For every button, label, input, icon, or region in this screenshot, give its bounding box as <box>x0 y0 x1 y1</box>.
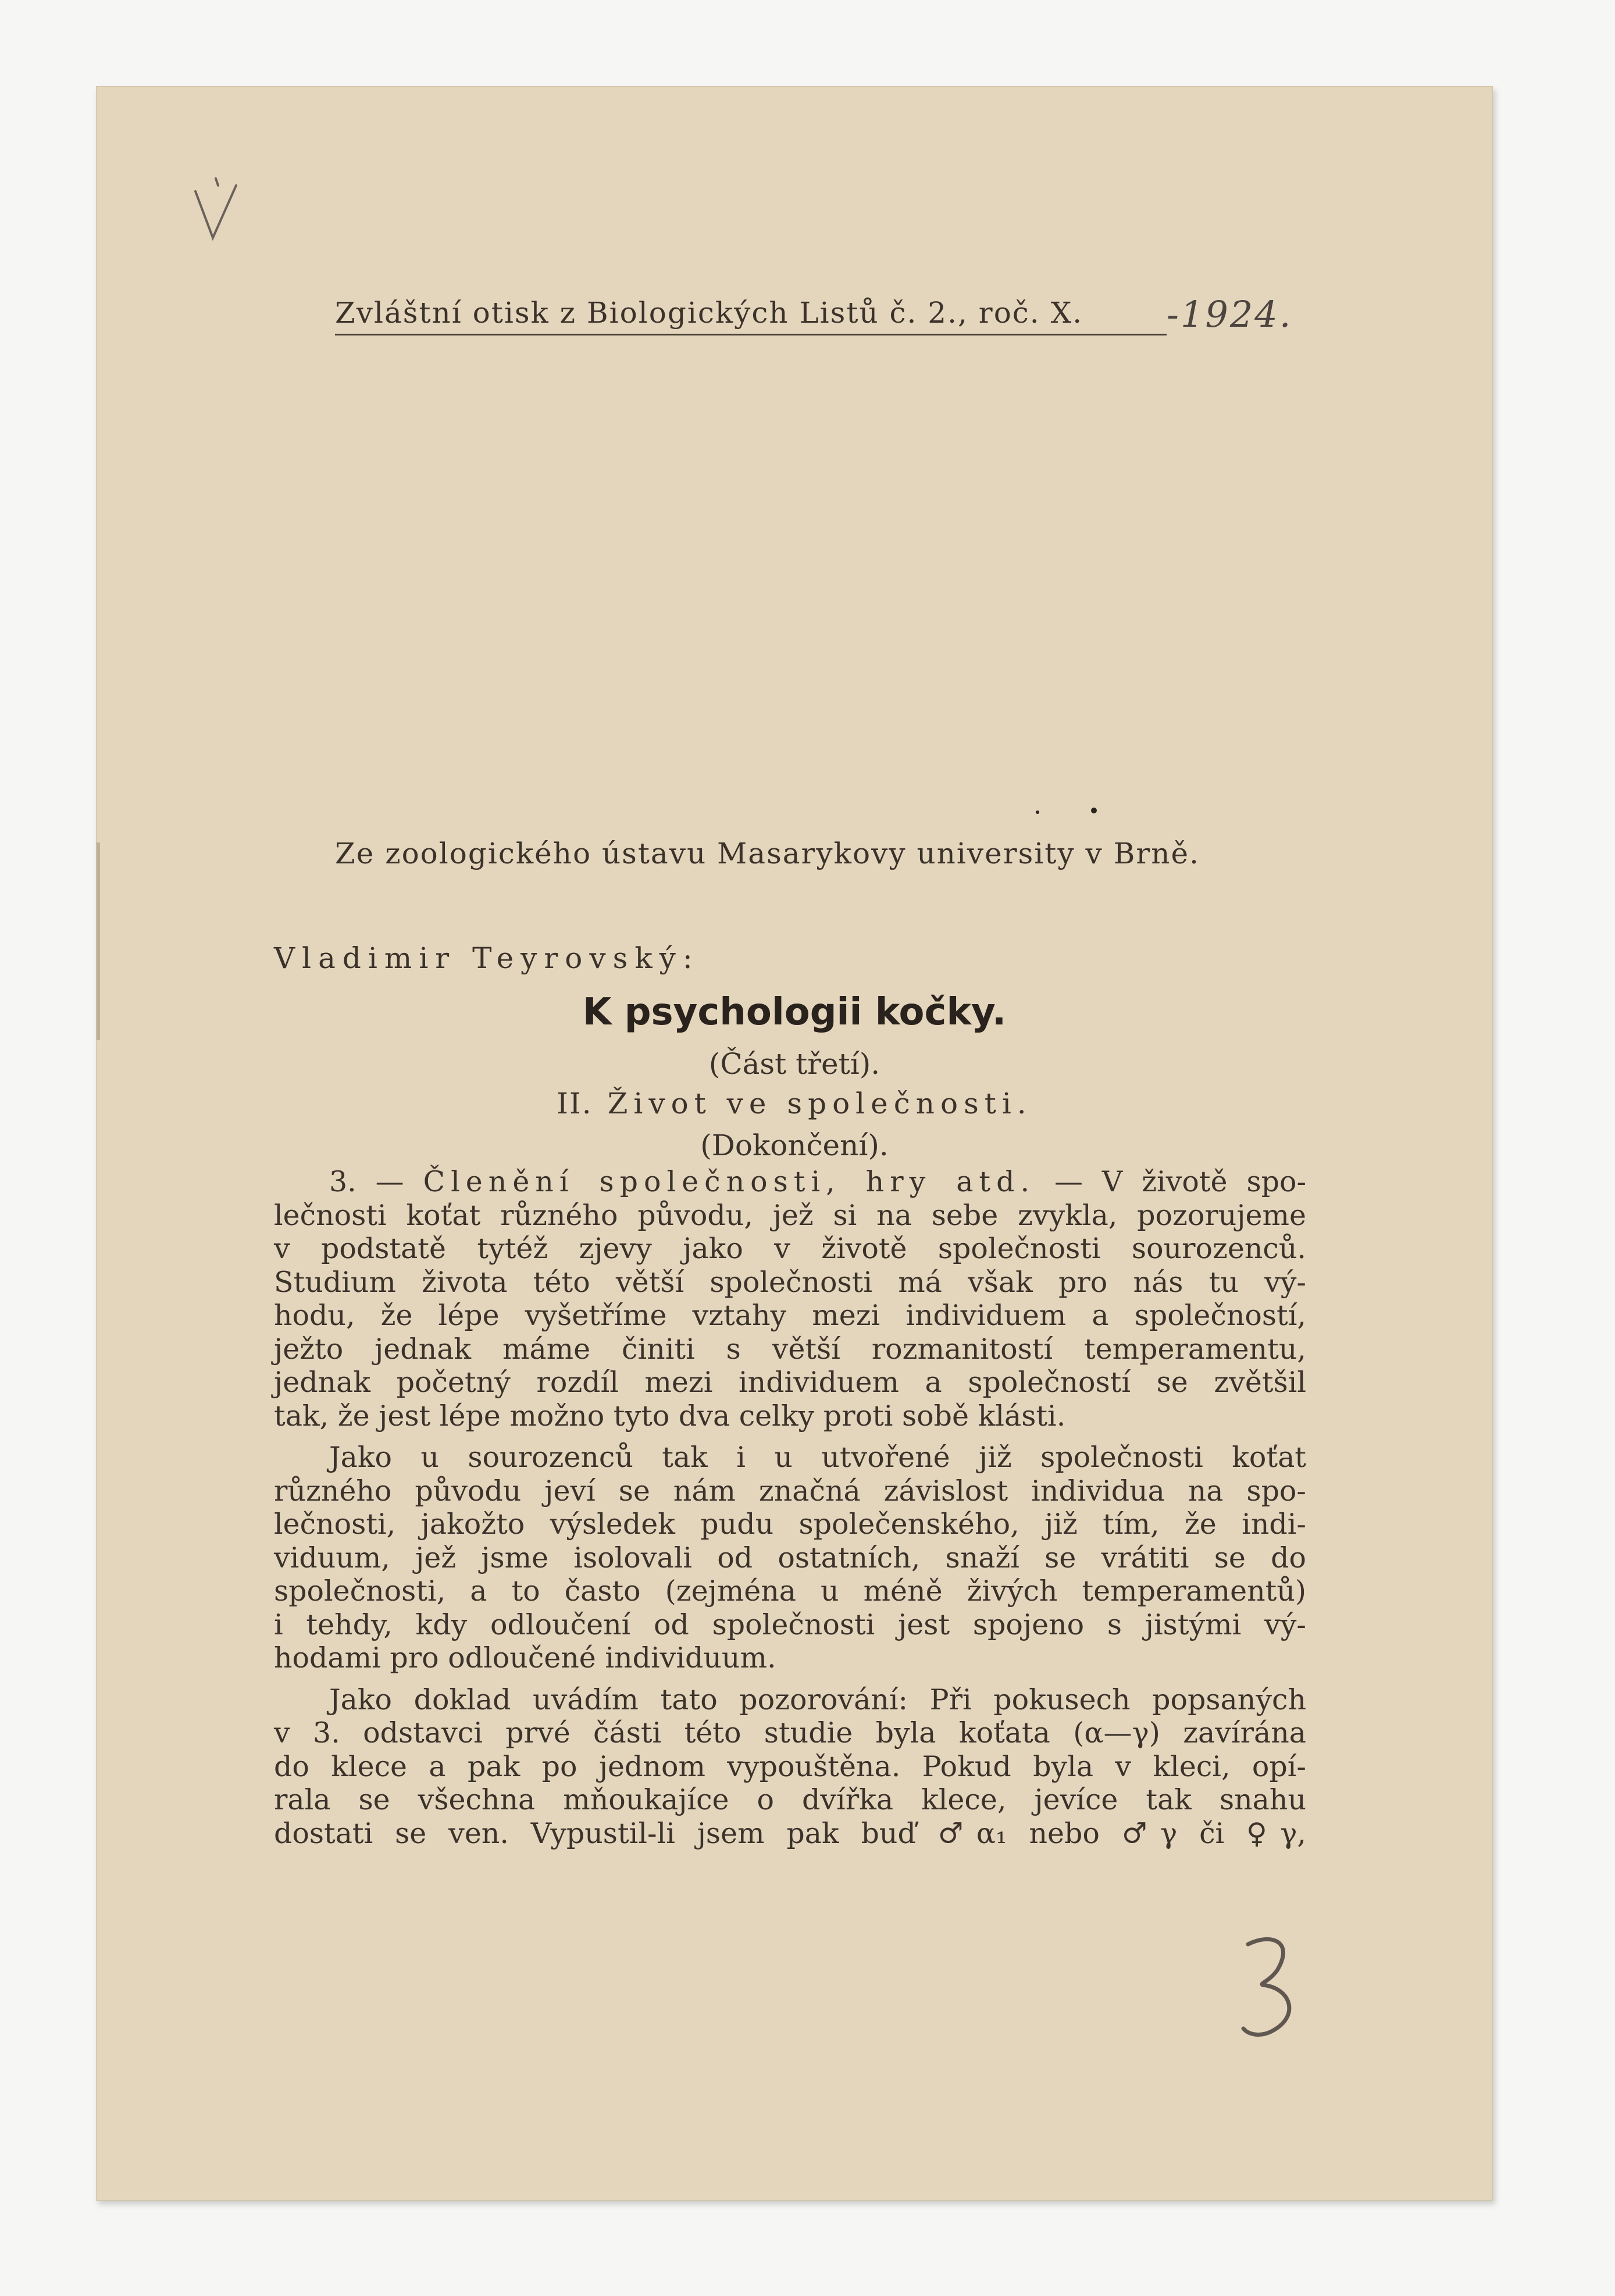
section-heading <box>97 1087 1492 1120</box>
text-line: Studium života této větší společnosti má však pro nás tu vý- <box>274 1265 1306 1299</box>
text-line-content: — V životě spo- <box>1054 1165 1307 1198</box>
text-line: lečnosti koťat různého původu, jež si na sebe zvykla, pozorujeme <box>274 1198 1306 1232</box>
text-line: v 3. odstavci prvé části této studie byla koťata (α—γ) zavírána <box>274 1716 1306 1749</box>
paragraph-3 <box>274 1683 1306 1851</box>
text-line: viduum, jež jsme isolovali od ostatních, snaží se vrátiti se do <box>274 1541 1306 1574</box>
text-line: hodu, že lépe vyšetříme vztahy mezi individuem a společností, <box>274 1299 1306 1332</box>
ink-speck <box>1036 810 1039 814</box>
handwritten-check-mark <box>192 174 239 244</box>
paragraph-2 <box>274 1441 1306 1675</box>
text-line: i tehdy, kdy odloučení od společnosti jest spojeno s jistými vý- <box>274 1608 1306 1641</box>
text-line: v podstatě tytéž zjevy jako v životě společnosti sourozenců. <box>274 1232 1306 1265</box>
text-line: lečnosti, jakožto výsledek pudu společenského, již tím, že indi- <box>274 1508 1306 1541</box>
check-mark-icon <box>192 174 239 244</box>
text-line: Jako u sourozenců tak i u utvořené již společnosti koťat <box>329 1441 1306 1474</box>
section-label: Život ve společnosti. <box>607 1087 1032 1120</box>
text-line: dostati se ven. Vypustil-li jsem pak buď ♂α₁ nebo ♂γ či ♀γ, <box>274 1816 1306 1850</box>
text-line: různého původu jeví se nám značná závislost individua na spo- <box>274 1474 1306 1508</box>
paragraph-1 <box>274 1165 1306 1433</box>
section-number: II. <box>557 1087 593 1120</box>
part-label: (Část třetí). <box>708 1047 880 1081</box>
handwritten-page-number <box>1236 1930 1306 2040</box>
page-number-mark <box>1236 1930 1306 2040</box>
continuation-label: (Dokončení). <box>700 1129 889 1162</box>
header-underline <box>335 334 1167 335</box>
institute-line: Ze zoologického ústavu Masarykovy university v Brně. <box>335 837 1200 870</box>
document-page <box>96 86 1493 2201</box>
text-line: společnosti, a to často (zejména u méně živých temperamentů) <box>274 1574 1306 1608</box>
ink-speck <box>1091 808 1097 813</box>
text-line: do klece a pak po jednom vypouštěna. Pokud byla v kleci, opí- <box>274 1749 1306 1783</box>
text-line: ježto jednak máme činiti s větší rozmanitostí temperamentu, <box>274 1332 1306 1366</box>
text-line: rala se všechna mňoukajíce o dvířka klece, jevíce tak snahu <box>274 1783 1306 1816</box>
article-body <box>274 1165 1306 1858</box>
text-line: jednak početný rozdíl mezi individuem a společností se zvětšil <box>274 1366 1306 1399</box>
author-name: Vladimir Teyrovský: <box>274 941 700 975</box>
text-line: Jako doklad uvádím tato pozorování: Při pokusech popsaných <box>329 1683 1306 1716</box>
reprint-text: Zvláštní otisk z Biologických Listů č. 2., roč. X. <box>335 296 1083 330</box>
text-line: hodami pro odloučené individuum. <box>274 1641 776 1674</box>
handwritten-year: -1924. <box>1167 293 1293 335</box>
article-title: K psychologii kočky. <box>582 991 1007 1034</box>
paragraph-number: 3. — <box>329 1165 404 1198</box>
text-line: tak, že jest lépe možno tyto dva celky proti sobě klásti. <box>274 1399 1066 1433</box>
paragraph-heading: Členění společnosti, hry atd. <box>423 1165 1036 1198</box>
text-line <box>274 1165 1306 1199</box>
